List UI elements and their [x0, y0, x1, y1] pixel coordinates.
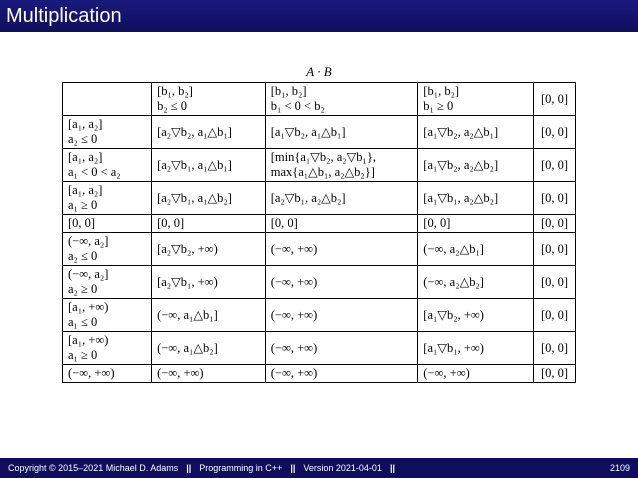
table-cell: [152, 215, 266, 233]
cell-line: [a₁, a₂]: [68, 183, 103, 197]
cell-line: [0, 0]: [68, 216, 96, 230]
cell-line: [0, 0]: [540, 307, 569, 322]
cell-line: [a₁▽b₂, a₁△b₁]: [270, 124, 346, 139]
cell-line: [a₁▽b₂, +∞): [423, 307, 484, 322]
footer-course: Programming in C++: [199, 463, 283, 473]
cell-line: (−∞, a₂]: [68, 267, 109, 281]
slide-footer: [0, 458, 638, 478]
footer-copyright: Copyright © 2015–2021 Michael D. Adams: [8, 463, 179, 473]
cell-line: [0, 0]: [540, 241, 569, 256]
table-row: [63, 182, 576, 215]
cell-line: [0, 0]: [270, 216, 298, 230]
table-cell: [418, 182, 534, 215]
table-cell: [418, 83, 534, 116]
cell-line: [a₁, a₂]: [68, 117, 103, 131]
table-cell: [63, 299, 152, 332]
cell-line: (−∞, +∞): [68, 366, 115, 380]
table-cell: [63, 266, 152, 299]
multiplication-table: [62, 82, 576, 383]
table-row: [63, 233, 576, 266]
footer-separator: ||: [290, 463, 296, 473]
cell-line: (−∞, +∞): [270, 307, 318, 322]
table-cell: [534, 116, 576, 149]
table-row: [63, 116, 576, 149]
cell-line: [a₁, +∞): [68, 333, 109, 347]
table-cell: [534, 233, 576, 266]
cell-line: a₁ ≥ 0: [68, 198, 98, 212]
cell-line: [a₂▽b₂, a₁△b₁]: [157, 124, 232, 139]
table-cell: [534, 299, 576, 332]
footer-version: Version 2021-04-01: [303, 463, 382, 473]
table-cell: [152, 149, 266, 182]
table-cell: [265, 116, 418, 149]
table-cell: [418, 299, 534, 332]
table-cell: [418, 233, 534, 266]
cell-line: [0, 0]: [540, 124, 569, 139]
cell-line: (−∞, a₂]: [68, 234, 109, 248]
cell-line: [b₁, b₂]: [157, 84, 193, 98]
table-row: [63, 365, 576, 383]
table-cell: [418, 365, 534, 383]
cell-line: [a₂▽b₂, +∞): [157, 241, 218, 256]
table-row: [63, 215, 576, 233]
page-number: 2109: [609, 463, 630, 473]
table-header-row: [63, 83, 576, 116]
cell-line: [0, 0]: [540, 190, 569, 205]
cell-line: [a₂▽b₁, +∞): [157, 274, 218, 289]
table-cell: [418, 266, 534, 299]
cell-line: b₂ ≤ 0: [157, 99, 188, 113]
table-cell: [152, 116, 266, 149]
cell-line: [0, 0]: [540, 91, 569, 106]
cell-line: [a₂▽b₁, a₂△b₂]: [270, 190, 346, 205]
footer-separator: ||: [186, 463, 192, 473]
table-cell: [418, 332, 534, 365]
cell-line: [0, 0]: [540, 216, 569, 230]
table-cell: [63, 365, 152, 383]
table-row: [63, 149, 576, 182]
cell-line: [0, 0]: [540, 157, 569, 172]
table-cell: [152, 83, 266, 116]
table-cell: [418, 116, 534, 149]
table-cell: [63, 233, 152, 266]
cell-line: [0, 0]: [540, 274, 569, 289]
table-cell: [265, 182, 418, 215]
cell-line: [0, 0]: [423, 216, 451, 230]
cell-line: (−∞, +∞): [270, 241, 318, 256]
cell-line: max{a₁△b₁, a₂△b₂}]: [270, 165, 375, 179]
table-cell: [265, 83, 418, 116]
cell-line: [a₂▽b₁, a₁△b₁]: [157, 157, 232, 172]
table-cell: [152, 299, 266, 332]
table-cell: [534, 332, 576, 365]
footer-separator: ||: [389, 463, 395, 473]
cell-line: [a₁▽b₁, a₂△b₂]: [423, 190, 499, 205]
table-cell: [265, 299, 418, 332]
table-cell: [534, 266, 576, 299]
cell-line: a₂ ≤ 0: [68, 249, 98, 263]
table-cell: [63, 215, 152, 233]
cell-line: a₁ ≤ 0: [68, 315, 98, 329]
cell-line: a₂ ≥ 0: [68, 282, 98, 296]
table-cell: [534, 365, 576, 383]
cell-line: (−∞, +∞): [157, 366, 204, 380]
cell-line: (−∞, a₂△b₂]: [423, 274, 484, 289]
table-cell: [152, 332, 266, 365]
cell-line: [a₁▽b₂, a₂△b₂]: [423, 157, 499, 172]
cell-line: [b₁, b₂]: [423, 84, 460, 98]
table-cell: [63, 116, 152, 149]
table-cell: [265, 332, 418, 365]
slide-title: Multiplication: [6, 5, 122, 27]
cell-line: (−∞, a₁△b₂]: [157, 340, 218, 355]
cell-line: a₂ ≤ 0: [68, 132, 98, 146]
cell-line: [0, 0]: [540, 340, 569, 355]
table-cell: [63, 83, 152, 116]
cell-line: [0, 0]: [157, 216, 185, 230]
footer-left: [8, 463, 403, 473]
cell-line: [a₁▽b₁, +∞): [423, 340, 484, 355]
table-cell: [152, 233, 266, 266]
cell-line: [b₁, b₂]: [270, 84, 307, 98]
table-cell: [265, 365, 418, 383]
cell-line: (−∞, +∞): [270, 366, 318, 380]
slide-header: [0, 0, 638, 32]
table-row: [63, 299, 576, 332]
table-cell: [152, 365, 266, 383]
table-cell: [152, 182, 266, 215]
table-caption: A · B: [306, 64, 332, 79]
cell-line: [a₂▽b₁, a₁△b₂]: [157, 190, 232, 205]
table-cell: [63, 332, 152, 365]
cell-line: (−∞, a₂△b₁]: [423, 241, 484, 256]
table-cell: [152, 266, 266, 299]
cell-line: a₁ < 0 < a₂: [68, 165, 121, 179]
table-cell: [418, 215, 534, 233]
cell-line: [min{a₁▽b₂, a₂▽b₁},: [270, 150, 376, 164]
table-cell: [63, 182, 152, 215]
table-cell: [265, 149, 418, 182]
cell-line: (−∞, a₁△b₁]: [157, 307, 218, 322]
cell-line: (−∞, +∞): [270, 340, 318, 355]
cell-line: a₁ ≥ 0: [68, 348, 98, 362]
table-row: [63, 332, 576, 365]
cell-line: b₁ < 0 < b₂: [270, 99, 325, 113]
cell-line: b₁ ≥ 0: [423, 99, 454, 113]
table-cell: [63, 149, 152, 182]
cell-line: (−∞, +∞): [423, 366, 470, 380]
cell-line: [a₁, a₂]: [68, 150, 103, 164]
table-cell: [534, 149, 576, 182]
cell-line: [a₁▽b₂, a₂△b₁]: [423, 124, 499, 139]
table-cell: [265, 233, 418, 266]
cell-line: [0, 0]: [540, 366, 569, 380]
table-cell: [534, 83, 576, 116]
cell-line: (−∞, +∞): [270, 274, 318, 289]
table-cell: [265, 215, 418, 233]
table-cell: [265, 266, 418, 299]
table-cell: [418, 149, 534, 182]
table-row: [63, 266, 576, 299]
table-cell: [534, 215, 576, 233]
cell-line: [a₁, +∞): [68, 300, 109, 314]
table-cell: [534, 182, 576, 215]
